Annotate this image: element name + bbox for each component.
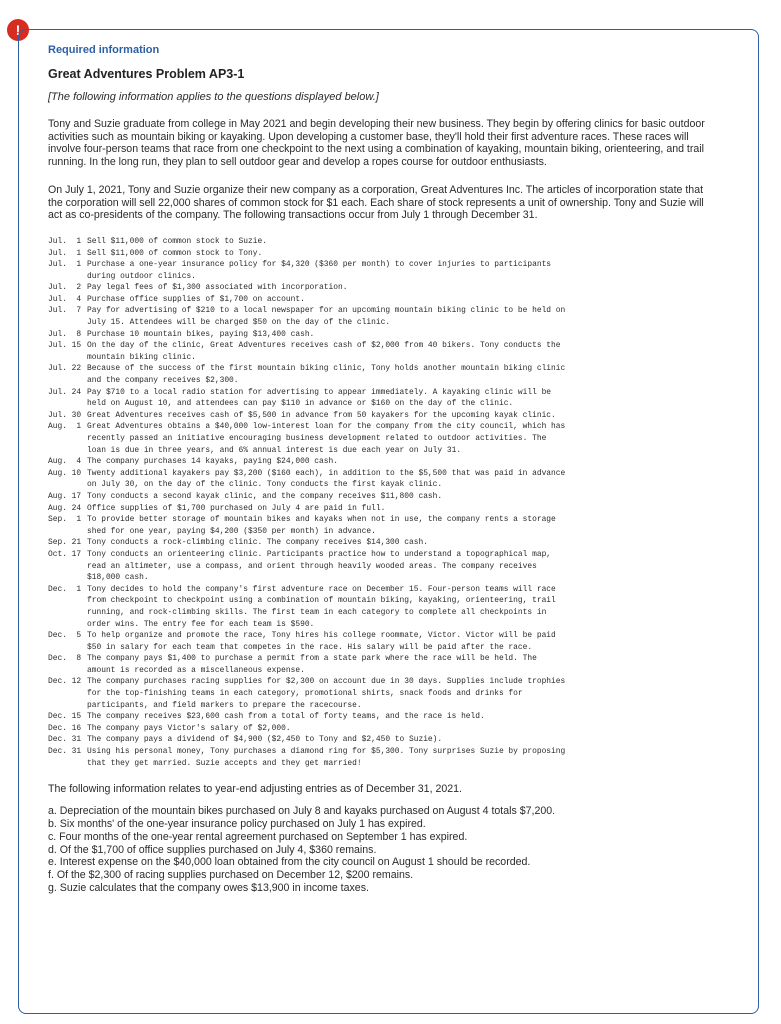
transaction-line: order wins. The entry fee for each team is $590. xyxy=(87,619,315,629)
transaction-row xyxy=(48,363,708,386)
transaction-row xyxy=(48,723,708,735)
transaction-line: The company pays $1,400 to purchase a permit from a state park where the race will be held. The xyxy=(87,654,537,664)
transaction-date: Dec. 1 xyxy=(48,584,82,594)
transaction-line: Pay legal fees of $1,300 associated with incorporation. xyxy=(87,283,348,293)
transaction-line: Pay $710 to a local radio station for advertising to appear immediately. A kayaking clinic will be xyxy=(87,387,552,397)
adjusting-item: a. Depreciation of the mountain bikes purchased on July 8 and kayaks purchased on August 4 totals $7,200. xyxy=(48,805,556,818)
transaction-row xyxy=(48,676,708,711)
transaction-date: Dec. 12 xyxy=(48,677,82,687)
transaction-description xyxy=(87,491,708,503)
transaction-description xyxy=(87,537,708,549)
transaction-description xyxy=(87,363,708,386)
transaction-line: The company purchases 14 kayaks, paying $24,000 cash. xyxy=(87,457,338,467)
transaction-description xyxy=(87,734,708,746)
transaction-line: Tony conducts a rock-climbing clinic. The company receives $14,300 cash. xyxy=(87,538,428,548)
transaction-description xyxy=(87,711,708,723)
adjusting-item: c. Four months of the one-year rental agreement purchased on September 1 has expired. xyxy=(48,830,468,843)
transaction-line: To help organize and promote the race, Tony hires his college roommate, Victor. Victor will be paid xyxy=(87,631,556,641)
transaction-row xyxy=(48,503,708,515)
transaction-line: Tony decides to hold the company's first adventure race on December 15. Four-person teams will race xyxy=(87,584,556,594)
transaction-row xyxy=(48,734,708,746)
applies-note: [The following information applies to the questions displayed below.] xyxy=(48,91,379,103)
transaction-date: Oct. 17 xyxy=(48,549,82,559)
transaction-line: Great Adventures receives cash of $5,500 in advance from 50 kayakers for the upcoming kayak clinic. xyxy=(87,410,556,420)
transaction-description xyxy=(87,236,708,248)
transaction-row xyxy=(48,236,708,248)
problem-title: Great Adventures Problem AP3-1 xyxy=(48,67,245,81)
transaction-date: Sep. 1 xyxy=(48,515,82,525)
transaction-row xyxy=(48,746,708,769)
transaction-date: Jul. 7 xyxy=(48,306,82,316)
transaction-row xyxy=(48,514,708,537)
transaction-description xyxy=(87,503,708,515)
transaction-date: Jul. 1 xyxy=(48,260,82,270)
adjusting-item: b. Six months' of the one-year insurance policy purchased on July 1 has expired. xyxy=(48,818,426,831)
transaction-row xyxy=(48,248,708,260)
transaction-description xyxy=(87,584,708,630)
transaction-description xyxy=(87,329,708,341)
transaction-line: participants, and field markers to prepare the racecourse. xyxy=(87,700,362,710)
transaction-line: during outdoor clinics. xyxy=(87,271,196,281)
transaction-line: Tony conducts a second kayak clinic, and the company receives $11,800 cash. xyxy=(87,491,443,501)
adjusting-intro: The following information relates to year-end adjusting entries as of December 31, 2021. xyxy=(48,783,462,796)
transaction-line: The company purchases racing supplies for $2,300 on account due in 30 days. Supplies include trophies xyxy=(87,677,566,687)
transaction-line: recently passed an initiative encouraging business development related to outdoor activities. The xyxy=(87,434,547,444)
transaction-row xyxy=(48,584,708,630)
transaction-line: loan is due in three years, and 6% annual interest is due each year on July 31. xyxy=(87,445,462,455)
transaction-line: To provide better storage of mountain bikes and kayaks when not in use, the company rents a storage xyxy=(87,515,556,525)
transaction-date: Jul. 8 xyxy=(48,329,82,339)
transaction-line: The company pays a dividend of $4,900 ($2,450 to Tony and $2,450 to Suzie). xyxy=(87,735,443,745)
transaction-line: The company receives $23,600 cash from a total of forty teams, and the race is held. xyxy=(87,712,485,722)
transaction-line: held on August 10, and attendees can pay $110 in advance or $160 on the day of the clinic. xyxy=(87,399,514,409)
problem-content xyxy=(48,44,708,895)
transaction-description xyxy=(87,410,708,422)
transaction-row xyxy=(48,340,708,363)
transaction-line: $50 in salary for each team that competes in the race. His salary will be paid after the race. xyxy=(87,642,533,652)
transaction-line: on July 30, on the day of the clinic. Tony conducts the first kayak clinic. xyxy=(87,480,443,490)
transaction-line: that they get married. Suzie accepts and they get married! xyxy=(87,758,362,768)
transaction-date: Aug. 24 xyxy=(48,503,82,513)
transaction-list xyxy=(48,236,708,769)
transaction-row xyxy=(48,387,708,410)
transaction-row xyxy=(48,294,708,306)
transaction-line: for the top-finishing teams in each category, promotional shirts, snack foods and drinks for xyxy=(87,689,523,699)
transaction-row xyxy=(48,653,708,676)
transaction-line: running, and rock-climbing skills. The first team in each category to complete all checkpoints in xyxy=(87,607,547,617)
transaction-date: Jul. 1 xyxy=(48,248,82,258)
transaction-row xyxy=(48,549,708,584)
transaction-date: Sep. 21 xyxy=(48,538,82,548)
transaction-line: amount is recorded as a miscellaneous expense. xyxy=(87,665,305,675)
transaction-line: Using his personal money, Tony purchases a diamond ring for $5,300. Tony surprises Suzie by proposing xyxy=(87,747,566,757)
transaction-description xyxy=(87,340,708,363)
transaction-line: Purchase a one-year insurance policy for $4,320 ($360 per month) to cover injuries to participants xyxy=(87,260,552,270)
transaction-line: mountain biking clinic. xyxy=(87,352,196,362)
transaction-line: Purchase 10 mountain bikes, paying $13,400 cash. xyxy=(87,329,315,339)
adjusting-item: g. Suzie calculates that the company owes $13,900 in income taxes. xyxy=(48,882,369,895)
transaction-date: Aug. 10 xyxy=(48,468,82,478)
transaction-line: and the company receives $2,300. xyxy=(87,376,239,386)
transaction-date: Jul. 4 xyxy=(48,294,82,304)
transaction-line: from checkpoint to checkpoint using a combination of mountain biking, kayaking, orienteering, trail xyxy=(87,596,556,606)
transaction-description xyxy=(87,723,708,735)
transaction-line: Sell $11,000 of common stock to Tony. xyxy=(87,248,263,258)
transaction-line: Twenty additional kayakers pay $3,200 ($160 each), in addition to the $5,500 that was paid in advance xyxy=(87,468,566,478)
transaction-description xyxy=(87,653,708,676)
transaction-description xyxy=(87,248,708,260)
transaction-row xyxy=(48,282,708,294)
alert-icon: ! xyxy=(7,19,29,41)
transaction-description xyxy=(87,282,708,294)
transaction-date: Dec. 8 xyxy=(48,654,82,664)
adjusting-item: d. Of the $1,700 of office supplies purchased on July 4, $360 remains. xyxy=(48,843,377,856)
transaction-line: Great Adventures obtains a $40,000 low-interest loan for the company from the city council, which has xyxy=(87,422,566,432)
transaction-date: Jul. 24 xyxy=(48,387,82,397)
transaction-row xyxy=(48,537,708,549)
intro-paragraph: Tony and Suzie graduate from college in May 2021 and begin developing their new business. They begin by offering clinics for basic outdoor activities such as mountain biking or kayaking. Upon developing a customer base, they'll hold their first adventure races. These races will involve four-person teams that race from one checkpoint to the next using a combination of kayaking, mountain biking, orienteering, and trail running. In the long run, they plan to sell outdoor gear and develop a ropes course for outdoor enthusiasts. xyxy=(48,118,705,169)
transaction-description xyxy=(87,630,708,653)
transaction-description xyxy=(87,746,708,769)
transaction-line: On the day of the clinic, Great Adventures receives cash of $2,000 from 40 bikers. Tony conducts the xyxy=(87,341,561,351)
transaction-description xyxy=(87,514,708,537)
transaction-row xyxy=(48,259,708,282)
transaction-date: Dec. 16 xyxy=(48,723,82,733)
intro-paragraph: On July 1, 2021, Tony and Suzie organize their new company as a corporation, Great Adventures Inc. The articles of incorporation state that the corporation will sell 22,000 shares of common stock for $1 each. Each share of stock represents a unit of ownership. Tony and Suzie will act as co-presidents of the company. The following transactions occur from July 1 through December 31. xyxy=(48,183,704,222)
transaction-row xyxy=(48,630,708,653)
transaction-date: Dec. 5 xyxy=(48,631,82,641)
transaction-description xyxy=(87,549,708,584)
transaction-date: Jul. 22 xyxy=(48,364,82,374)
transaction-description xyxy=(87,676,708,711)
transaction-date: Aug. 17 xyxy=(48,491,82,501)
transaction-row xyxy=(48,456,708,468)
transaction-date: Jul. 1 xyxy=(48,236,82,246)
transaction-description xyxy=(87,456,708,468)
adjusting-item: e. Interest expense on the $40,000 loan obtained from the city council on August 1 should be recorded. xyxy=(48,856,531,869)
required-information-label: Required information xyxy=(48,44,160,56)
transaction-description xyxy=(87,259,708,282)
transaction-line: Office supplies of $1,700 purchased on July 4 are paid in full. xyxy=(87,503,386,513)
transaction-row xyxy=(48,305,708,328)
transaction-row xyxy=(48,711,708,723)
transaction-row xyxy=(48,329,708,341)
transaction-date: Aug. 4 xyxy=(48,457,82,467)
transaction-line: shed for one year, paying $4,200 ($350 per month) in advance. xyxy=(87,526,376,536)
transaction-line: The company pays Victor's salary of $2,000. xyxy=(87,723,291,733)
transaction-line: Sell $11,000 of common stock to Suzie. xyxy=(87,236,267,246)
transaction-line: $18,000 cash. xyxy=(87,573,149,583)
transaction-date: Jul. 15 xyxy=(48,341,82,351)
transaction-line: July 15. Attendees will be charged $50 on the day of the clinic. xyxy=(87,318,391,328)
transaction-description xyxy=(87,305,708,328)
transaction-row xyxy=(48,491,708,503)
transaction-line: Because of the success of the first mountain biking clinic, Tony holds another mountain biking clinic xyxy=(87,364,566,374)
transaction-date: Aug. 1 xyxy=(48,422,82,432)
transaction-description xyxy=(87,468,708,491)
transaction-date: Jul. 30 xyxy=(48,410,82,420)
adjusting-item: f. Of the $2,300 of racing supplies purchased on December 12, $200 remains. xyxy=(48,869,414,882)
transaction-line: read an altimeter, use a compass, and orient through heavily wooded areas. The company receives xyxy=(87,561,537,571)
transaction-date: Jul. 2 xyxy=(48,283,82,293)
transaction-date: Dec. 31 xyxy=(48,735,82,745)
transaction-description xyxy=(87,421,708,456)
transaction-date: Dec. 31 xyxy=(48,747,82,757)
adjusting-list xyxy=(48,805,708,895)
transaction-description xyxy=(87,387,708,410)
transaction-date: Dec. 15 xyxy=(48,712,82,722)
transaction-description xyxy=(87,294,708,306)
transaction-row xyxy=(48,410,708,422)
transaction-row xyxy=(48,421,708,456)
transaction-line: Tony conducts an orienteering clinic. Participants practice how to understand a topographical map, xyxy=(87,549,552,559)
transaction-line: Pay for advertising of $210 to a local newspaper for an upcoming mountain biking clinic to be held on xyxy=(87,306,566,316)
transaction-line: Purchase office supplies of $1,700 on account. xyxy=(87,294,305,304)
transaction-row xyxy=(48,468,708,491)
